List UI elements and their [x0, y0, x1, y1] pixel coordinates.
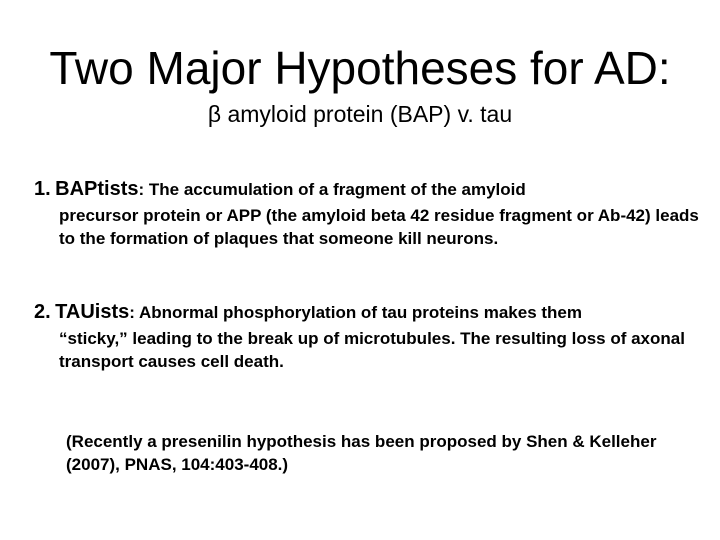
hypothesis-lead-text: : The accumulation of a fragment of the amyloid: [138, 180, 526, 199]
hypothesis-lead-line: [34, 176, 704, 204]
hypothesis-description: precursor protein or APP (the amyloid beta 42 residue fragment or Ab-42) leads to the formation of plaques that someone kill neurons.: [59, 206, 699, 248]
item-number: 1.: [34, 178, 51, 200]
hypothesis-term: TAUists: [55, 301, 130, 323]
hypothesis-item-tauists: [34, 299, 704, 373]
hypothesis-term: BAPtists: [55, 178, 139, 200]
hypothesis-description: “sticky,” leading to the break up of microtubules. The resulting loss of axonal transport causes cell death.: [59, 329, 685, 371]
item-number: 2.: [34, 301, 51, 323]
hypothesis-lead-line: [34, 299, 704, 327]
slide-title: Two Major Hypotheses for AD:: [49, 42, 671, 94]
hypothesis-lead-text: : Abnormal phosphorylation of tau proteins makes them: [129, 303, 582, 322]
hypothesis-item-baptists: [34, 176, 704, 250]
reference-note: (Recently a presenilin hypothesis has been proposed by Shen & Kelleher (2007), PNAS, 104:403-408.): [66, 432, 657, 474]
slide-subtitle: β amyloid protein (BAP) v. tau: [207, 101, 513, 127]
